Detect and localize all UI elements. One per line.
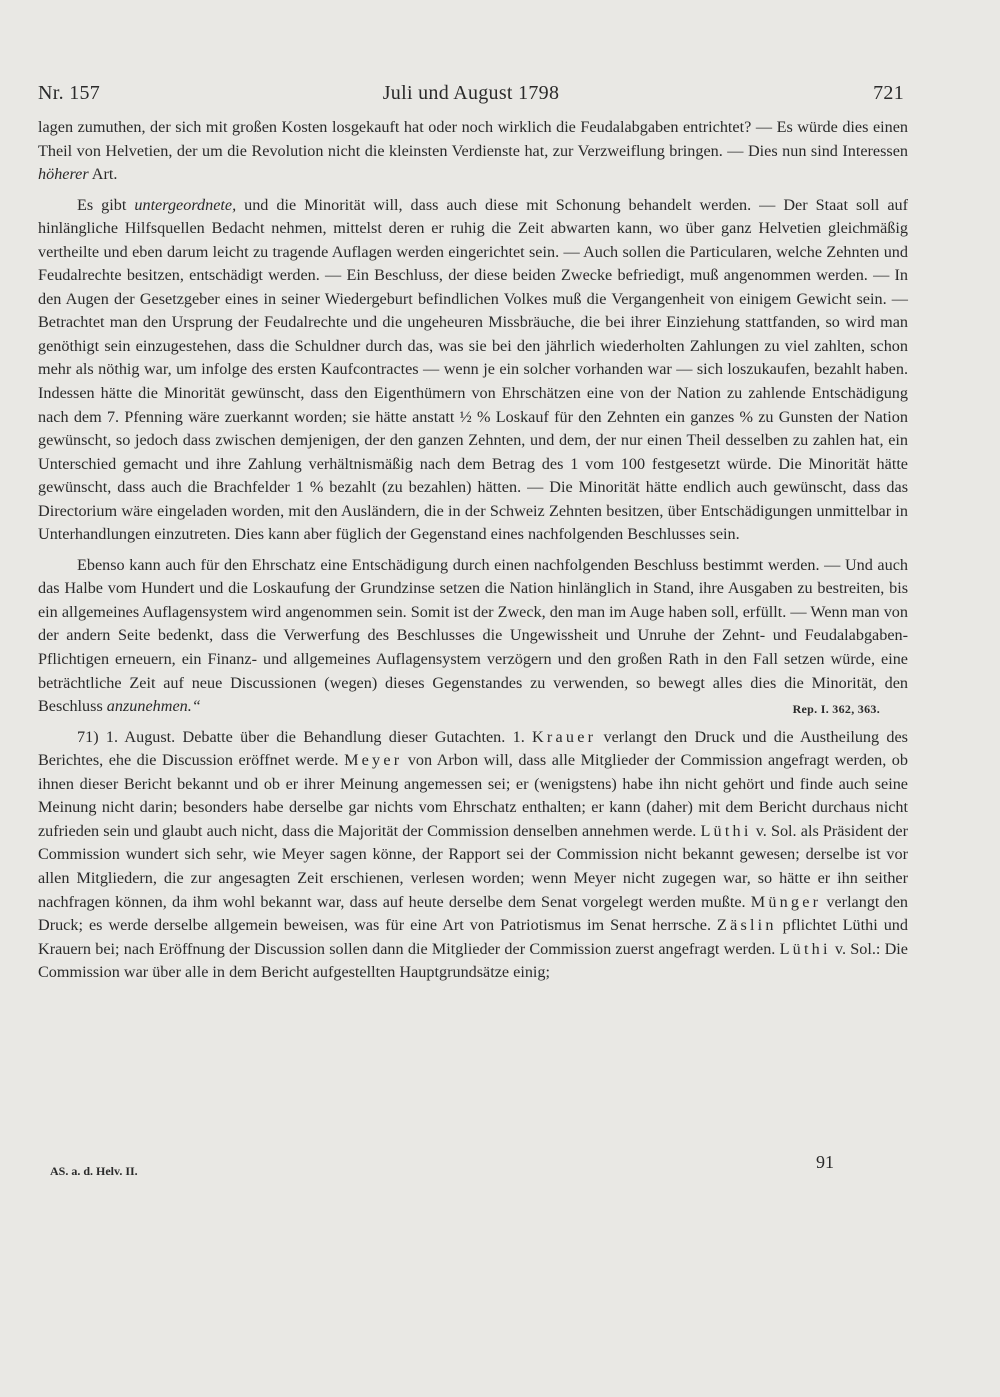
speaker-name: Münger xyxy=(750,892,822,911)
speaker-name: Meyer xyxy=(344,751,403,770)
document-number: Nr. 157 xyxy=(38,82,101,104)
sheet-signature: 91 xyxy=(816,1152,834,1172)
source-abbreviation: AS. a. d. Helv. II. xyxy=(50,1164,138,1178)
page-header xyxy=(38,82,904,110)
page-footer xyxy=(38,1152,904,1182)
speaker-name: Krauer xyxy=(532,727,597,746)
emphasis: anzunehmen.“ xyxy=(106,697,201,716)
running-title: Juli und August 1798 xyxy=(382,82,560,104)
emphasis: höherer xyxy=(38,165,89,184)
speaker-name: Zäslin xyxy=(717,916,777,935)
page-number: 721 xyxy=(873,82,904,104)
paragraph-4: 71) 1. August. Debatte über die Behandlung dieser Gutachten. 1. Krauer verlangt den Druck und die Austheilung des Berichtes, ehe die Discussion eröffnet werde. Meyer von Arbon will, dass alle Mitglieder der Commission angefragt werden, ob ihnen dieser Bericht bekannt und ob er ihrer Meinung angemessen sei; er (wenigstens) habe ihn nicht gehört und finde auch seine Meinung nicht darin; besonders habe derselbe gar nichts vom Ehrschatz enthalten; er kann (daher) mit dem Bericht durchaus nicht zufrieden sein und glaubt auch nicht, dass die Majorität der Commission denselben annehmen werde. Lüthi v. Sol. als Präsident der Commission wundert sich sehr, wie Meyer sagen könne, der Rapport sei der Commission nicht bekannt gewesen; derselbe ist vor allen Mitgliedern, die zur angesagten Zeit erschienen, verlesen worden; wenn Meyer nicht zugegen war, so hätte er ihn seither nachfragen können, da ihm wohl bekannt war, dass auf heute derselbe dem Senat vorgelegt werden mußte. Münger verlangt den Druck; es werde derselbe allgemein beweisen, was für eine Art von Patriotismus im Senat herrsche. Zäslin pflichtet Lüthi und Krauern bei; nach Eröffnung der Discussion sollen dann die Mitglieder der Commission zuerst angefragt werden. Lüthi v. Sol.: Die Commission war über alle in dem Bericht aufgestellten Hauptgrundsätze einig; xyxy=(38,727,908,982)
paragraph-3: Ebenso kann auch für den Ehrschatz eine Entschädigung durch einen nachfolgenden Beschluss bestimmt werden. — Und auch das Halbe vom Hundert und die Loskaufung der Grundzinse setzen die Nation hinlänglich in Stand, ihre Ausgaben zu bestreiten, bis ein allgemeines Auflagensystem wird angenommen sein. Somit ist der Zweck, den man im Auge haben soll, erfüllt. — Wenn man von der andern Seite bedenkt, dass die Verwerfung des Beschlusses die Ungewissheit und Unruhe der Zehnt- und Feudalabgaben-Pflichtigen erneuern, ein Finanz- und allgemeines Auflagensystem verzögern und den großen Rath in den Fall setzen würde, eine beträchtliche Zeit auf neue Discussionen (wegen) dieses Gegenstandes zu verwenden, so bewegt alles dies die Minorität, den Beschluss anzunehmen.“ Rep. I. 362, 363. xyxy=(38,554,908,719)
page-body xyxy=(38,116,908,985)
speaker-name: Lüthi xyxy=(779,939,831,958)
source-reference: Rep. I. 362, 363. xyxy=(792,702,880,717)
emphasis: untergeordnete, xyxy=(134,195,237,214)
speaker-name: Lüthi xyxy=(700,821,752,840)
paragraph-1: lagen zumuthen, der sich mit großen Kosten losgekauft hat oder noch wirklich die Feudalabgaben entrichtet? — Es würde dies einen Theil von Helvetien, der um die Revolution nicht die kleinsten Verdienste hat, zur Verzweiflung bringen. — Dies nun sind Interessen höherer Art. xyxy=(38,118,908,184)
paragraph-2: Es gibt untergeordnete, und die Minorität will, dass auch diese mit Schonung behandelt werden. — Der Staat soll auf hinlängliche Hilfsquellen Bedacht nehmen, mittelst deren er ruhig die Zeit abwarten kann, wo über ganz Helvetien gleichmäßig vertheilte und eben darum leicht zu tragende Auflagen werden eingerichtet sein. — Auch sollen die Particularen, welche Zehnten und Feudalrechte besitzen, entschädigt werden. — Ein Beschluss, der diese beiden Zwecke befriedigt, muß angenommen werden. — In den Augen der Gesetzgeber eines in seiner Wiedergeburt befindlichen Volkes muß die Vergangenheit von einigem Gewicht sein. — Betrachtet man den Ursprung der Feudalrechte und die ungeheuren Missbräuche, die bei ihrer Einziehung stattfanden, so wird man genöthigt sein einzugestehen, dass die Schuldner durch das, was sie bei den jährlich wiederholten Zahlungen zu viel zahlten, schon mehr als nöthig war, um infolge des ersten Kaufcontractes — wenn je ein solcher vorhanden war — sich loszukaufen, bezahlt haben. Indessen hätte die Minorität gewünscht, dass den Eigenthümern von Ehrschätzen eine von der Nation zu zahlende Entschädigung nach dem 7. Pfenning wäre zuerkannt worden; sie hätte anstatt ½ % Loskauf für den Zehnten ein ganzes % zu Gunsten der Nation gewünscht, so jedoch dass zwischen demjenigen, der den ganzen Zehnten, und dem, der nur einen Theil desselben zu zahlen hat, ein Unterschied gemacht und ihre Zahlung verhältnismäßig nach dem Betrag des 1 vom 100 festgesetzt würde. Die Minorität hätte gewünscht, dass auch die Brachfelder 1 % bezahlt (zu bezahlen) hätten. — Die Minorität hätte endlich auch gewünscht, dass das Directorium wäre eingeladen worden, mit den Ausländern, die in der Schweiz Zehnten besitzen, über Entschädigungen unmittelbar in Unterhandlungen einzutreten. Dies kann aber füglich der Gegenstand eines nachfolgenden Beschlusses sein. xyxy=(38,195,909,544)
